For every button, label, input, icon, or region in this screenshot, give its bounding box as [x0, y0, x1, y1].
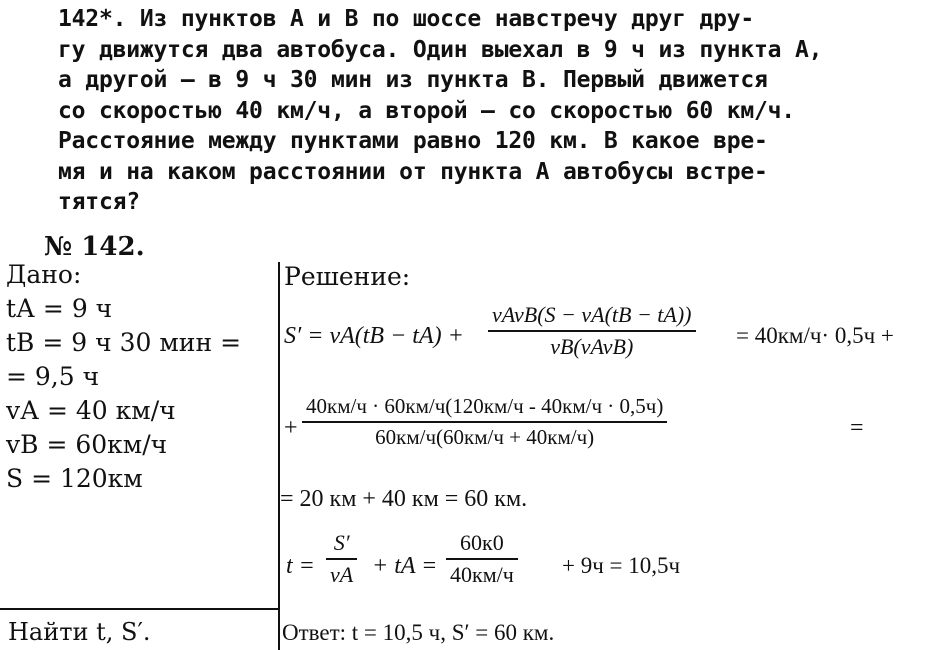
- given-title: Дано:: [6, 260, 82, 289]
- problem-line: мя и на каком расстоянии от пункта А автобусы встре-: [58, 158, 768, 185]
- eq4-mid: + tA =: [372, 553, 438, 579]
- eq4-numerator-1: S′: [333, 530, 350, 555]
- eq2-denominator: 60км/ч(60км/ч + 40км/ч): [375, 425, 595, 449]
- eq1-fraction: [488, 302, 696, 360]
- answer-line: Ответ: t = 10,5 ч, S′ = 60 км.: [282, 620, 555, 645]
- given-item: tВ = 9 ч 30 мин =: [6, 328, 242, 357]
- eq3: = 20 км + 40 км = 60 км.: [280, 486, 528, 512]
- problem-line: Расстояние между пунктами равно 120 км. В какое вре-: [58, 128, 768, 154]
- fraction-bar: [488, 330, 696, 332]
- eq4-fraction-1: [326, 530, 357, 588]
- fraction-bar: [302, 421, 667, 423]
- given-item: S = 120км: [6, 464, 143, 493]
- find-line: Найти t, S′.: [8, 618, 151, 646]
- divider-vertical: [278, 262, 280, 650]
- problem-line: тятся?: [58, 189, 140, 215]
- problem-statement: [58, 4, 928, 218]
- given-item: vВ = 60км/ч: [6, 430, 168, 459]
- problem-line: со скоростью 40 км/ч, а второй — со скоростью 60 км/ч.: [58, 97, 795, 124]
- given-item: = 9,5 ч: [6, 362, 100, 391]
- problem-line: а другой — в 9 ч 30 мин из пункта В. Первый движется: [58, 67, 768, 93]
- given-item: tА = 9 ч: [6, 294, 113, 323]
- fraction-bar: [446, 558, 518, 560]
- eq2-right: =: [850, 415, 864, 441]
- solution-title: Решение:: [284, 262, 411, 291]
- eq4-denominator-1: vA: [330, 562, 354, 587]
- eq1-numerator: vAvB(S − vA(tB − tA)): [492, 302, 692, 327]
- eq2-plus: +: [284, 415, 298, 441]
- eq1-right: = 40км/ч· 0,5ч +: [736, 323, 894, 348]
- eq1-left: S′ = vA(tB − tA) +: [284, 323, 464, 349]
- eq4-denominator-2: 40км/ч: [450, 562, 514, 587]
- problem-line: гу движутся два автобуса. Один выехал в 9 ч из пункта А,: [58, 36, 823, 63]
- problem-line: 142*. Из пунктов А и В по шоссе навстречу друг дру-: [58, 6, 755, 32]
- eq1-denominator: vB(vAvB): [550, 334, 634, 359]
- eq2-fraction: [302, 394, 667, 450]
- eq4-fraction-2: [446, 530, 518, 588]
- given-block: [6, 258, 241, 496]
- eq4-numerator-2: 60к0: [460, 530, 504, 555]
- eq2-numerator: 40км/ч · 60км/ч(120км/ч - 40км/ч · 0,5ч): [306, 394, 664, 418]
- eq4-right: + 9ч = 10,5ч: [562, 553, 681, 578]
- fraction-bar: [326, 558, 357, 560]
- solution-number: № 142.: [44, 232, 145, 262]
- given-item: vА = 40 км/ч: [6, 396, 176, 425]
- eq4-left: t =: [286, 553, 315, 579]
- divider-horizontal: [0, 608, 280, 610]
